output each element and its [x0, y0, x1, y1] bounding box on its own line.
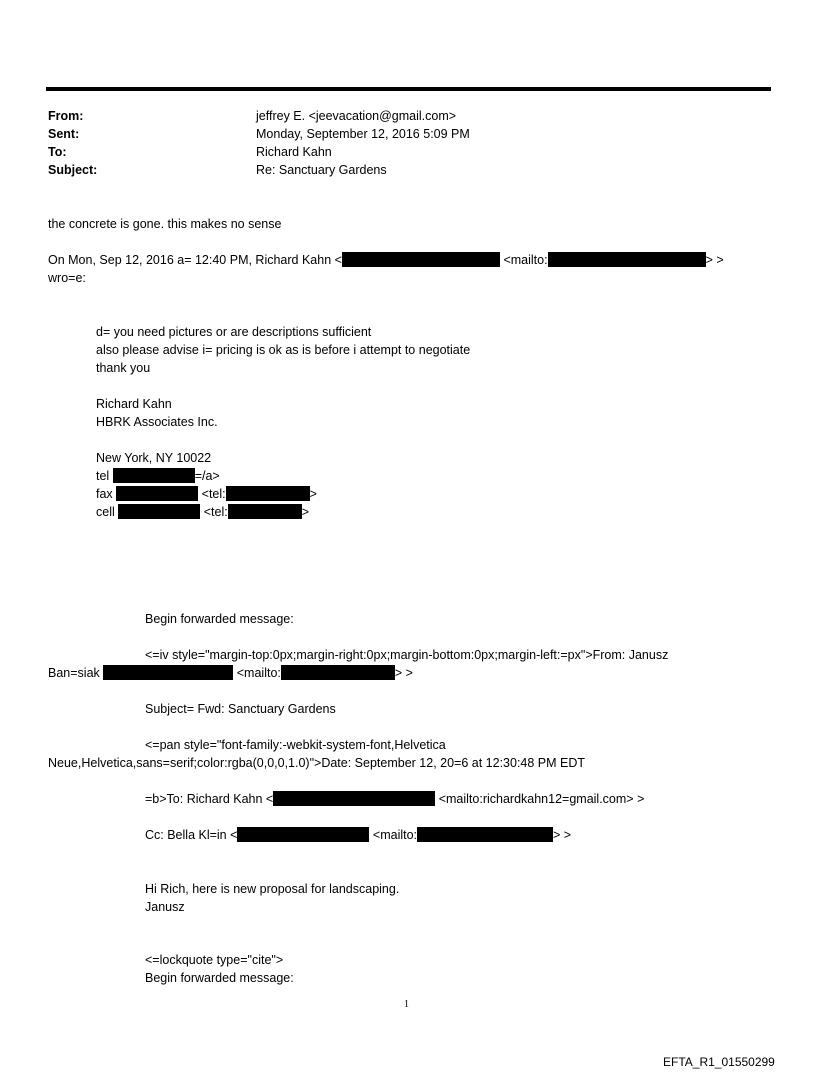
tel-tag: <tel: — [203, 505, 228, 519]
forwarded-begin: Begin forwarded message: — [145, 612, 294, 626]
from-name-tail: Ban=siak — [48, 666, 100, 680]
forwarded-from-line: <=iv style="margin-top:0px;margin-right:0px;margin-bottom:0px;margin-left:=px">From: Janusz — [145, 648, 669, 662]
forwarded-greeting: Hi Rich, here is new proposal for landscaping. — [145, 882, 400, 896]
signature-cell — [96, 503, 309, 521]
quote-line: thank you — [96, 361, 151, 375]
redaction-bar — [548, 252, 706, 267]
forwarded-from-line-2 — [48, 664, 413, 682]
quote-line: d= you need pictures or are descriptions sufficient — [96, 325, 372, 339]
signature-company: HBRK Associates Inc. — [96, 415, 218, 429]
redaction-bar — [118, 504, 200, 519]
redaction-bar — [226, 486, 310, 501]
to-value: Richard Kahn — [256, 145, 332, 159]
header-divider — [46, 87, 771, 91]
forwarded-cc — [145, 826, 571, 844]
forwarded-signoff: Janusz — [145, 900, 185, 914]
quote-mailto: <mailto: — [503, 253, 548, 267]
quote-wrote: wro=e: — [48, 271, 86, 285]
gt: > — [309, 487, 317, 501]
document-id: EFTA_R1_01550299 — [663, 1055, 775, 1069]
signature-name: Richard Kahn — [96, 397, 172, 411]
mailto-tag: <mailto: — [236, 666, 281, 680]
sent-value: Monday, September 12, 2016 5:09 PM — [256, 127, 470, 141]
quote-line: also please advise i= pricing is ok as is before i attempt to negotiate — [96, 343, 471, 357]
close-tag: > > — [394, 666, 413, 680]
from-value: jeffrey E. <jeevacation@gmail.com> — [256, 109, 457, 123]
cc-prefix: Cc: Bella Kl=in < — [145, 828, 238, 842]
forwarded-to — [145, 790, 644, 808]
close-tag: > > — [553, 828, 572, 842]
from-label: From: — [48, 109, 84, 123]
forwarded-begin-2: Begin forwarded message: — [145, 971, 294, 985]
redaction-bar — [116, 486, 198, 501]
reply-text: the concrete is gone. this makes no sense — [48, 217, 282, 231]
quote-prefix: On Mon, Sep 12, 2016 a= 12:40 PM, Richard Kahn < — [48, 253, 342, 267]
page-number: 1 — [404, 999, 409, 1010]
redaction-bar — [417, 827, 553, 842]
tel-label: tel — [96, 469, 110, 483]
forwarded-date-line-2: Neue,Helvetica,sans=serif;color:rgba(0,0,0,1.0)">Date: September 12, 20=6 at 12:30:48 PM EDT — [48, 756, 586, 770]
signature-tel — [96, 467, 220, 485]
signature-city: New York, NY 10022 — [96, 451, 212, 465]
cell-label: cell — [96, 505, 115, 519]
forwarded-subject: Subject= Fwd: Sanctuary Gardens — [145, 702, 336, 716]
redaction-bar — [342, 252, 500, 267]
blockquote-tag: <=lockquote type="cite"> — [145, 953, 284, 967]
redaction-bar — [273, 791, 435, 806]
mailto-tag: <mailto: — [372, 828, 418, 842]
redaction-bar — [228, 504, 302, 519]
forwarded-date-line: <=pan style="font-family:-webkit-system-font,Helvetica — [145, 738, 446, 752]
redaction-bar — [113, 468, 195, 483]
to-label: To: — [48, 145, 67, 159]
quote-close: > > — [705, 253, 724, 267]
tel-tag: <tel: — [201, 487, 226, 501]
gt: > — [301, 505, 310, 519]
redaction-bar — [281, 665, 395, 680]
sent-label: Sent: — [48, 127, 80, 141]
fax-label: fax — [96, 487, 113, 501]
redaction-bar — [237, 827, 369, 842]
quote-header — [48, 251, 724, 269]
subject-label: Subject: — [48, 163, 98, 177]
subject-value: Re: Sanctuary Gardens — [256, 163, 387, 177]
signature-fax — [96, 485, 317, 503]
to-prefix: =b>To: Richard Kahn < — [145, 792, 274, 806]
tel-suffix: =/a> — [194, 469, 220, 483]
redaction-bar — [103, 665, 233, 680]
to-mailto: <mailto:richardkahn12=gmail.com> > — [438, 792, 645, 806]
